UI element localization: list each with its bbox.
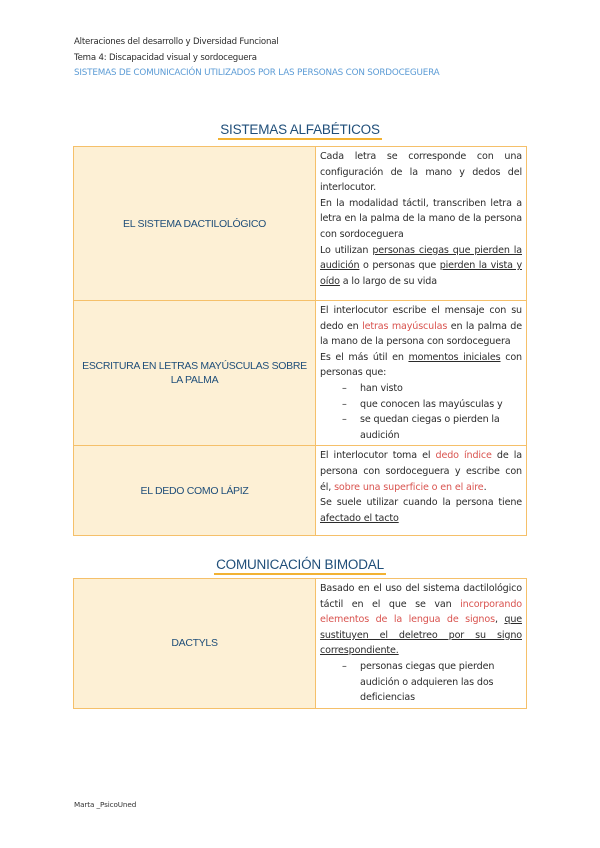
- table-row: [74, 301, 527, 446]
- list-item: – se quedan ciegas o pierden la audición: [342, 412, 522, 443]
- table-bimodal: [73, 578, 527, 709]
- list-item: – que conocen las mayúsculas y: [342, 397, 522, 413]
- row-content: Basado en el uso del sistema dactilológico táctil en el que se van incorporando elementos de la lengua de signos, que sustituyen el deletreo por su signo correspondiente. – personas ciegas que pierden audición o adquieren las dos deficiencias: [316, 579, 527, 709]
- footer-author: Marta _PsicoUned: [74, 800, 137, 809]
- row-label: DACTYLS: [74, 579, 316, 709]
- section-title-alfabeticos: SISTEMAS ALFABÉTICOS: [0, 122, 600, 140]
- table-row: [74, 579, 527, 709]
- list-item: – han visto: [342, 381, 522, 397]
- list: [320, 659, 522, 706]
- row-label: ESCRITURA EN LETRAS MAYÚSCULAS SOBRE LA PALMA: [74, 301, 316, 446]
- header-course: Alteraciones del desarrollo y Diversidad Funcional: [74, 37, 279, 47]
- list-item: – personas ciegas que pierden audición o adquieren las dos deficiencias: [342, 659, 522, 706]
- section-title-bimodal: COMUNICACIÓN BIMODAL: [0, 557, 600, 575]
- row-content: Cada letra se corresponde con una configuración de la mano y dedos del interlocutor. En la modalidad táctil, transcriben letra a letra en la palma de la mano de la persona con sordoceguera Lo utilizan personas ciegas que pierden la audición o personas que pierden la vista y oído a lo largo de su vida: [316, 147, 527, 301]
- table-row: [74, 147, 527, 301]
- row-label: EL SISTEMA DACTILOLÓGICO: [74, 147, 316, 301]
- list: [320, 381, 522, 443]
- header-topic: Tema 4: Discapacidad visual y sordoceguera: [74, 53, 257, 63]
- table-row: [74, 446, 527, 536]
- row-content: El interlocutor escribe el mensaje con su dedo en letras mayúsculas en la palma de la mano de la persona con sordoceguera Es el más útil en momentos iniciales con personas que: – han visto – que conocen las mayúsculas y – se quedan ciegas o pierden la audición: [316, 301, 527, 446]
- row-content: El interlocutor toma el dedo índice de la persona con sordoceguera y escribe con él, sobre una superficie o en el aire. Se suele utilizar cuando la persona tiene afectado el tacto: [316, 446, 527, 536]
- header-section: SISTEMAS DE COMUNICACIÓN UTILIZADOS POR LAS PERSONAS CON SORDOCEGUERA: [74, 68, 440, 78]
- row-label: EL DEDO COMO LÁPIZ: [74, 446, 316, 536]
- table-alfabeticos: [73, 146, 527, 536]
